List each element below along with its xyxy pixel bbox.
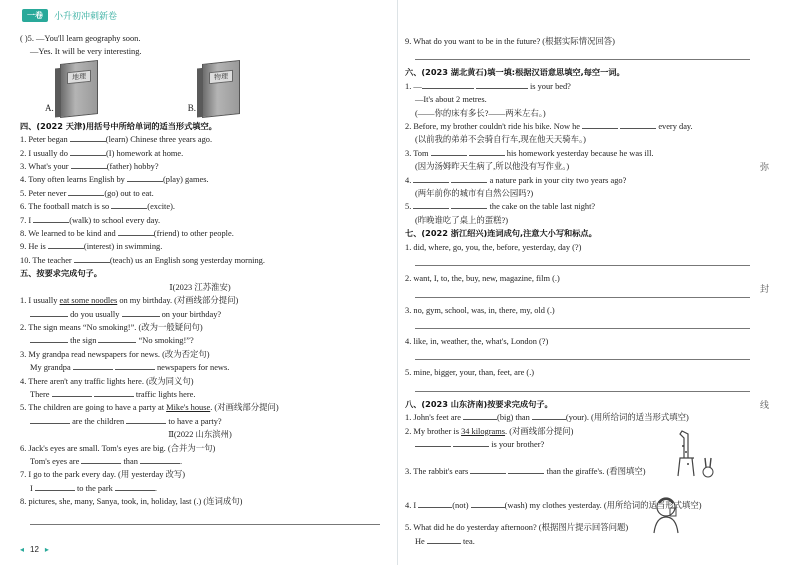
blank[interactable] (470, 465, 506, 474)
blank[interactable] (532, 411, 566, 420)
t4-question: 4. There aren't any traffic lights here. (改为同义句) (20, 376, 194, 386)
section-4-title: 四、(2022 天津)用括号中所给单词的适当形式填空。 (20, 120, 217, 131)
blank[interactable] (94, 388, 134, 397)
t2-question: 2. The sign means “No smoking!”. (改为一般疑问句) (20, 322, 203, 332)
blank[interactable] (127, 173, 163, 182)
blank[interactable] (111, 200, 147, 209)
t4-answer: There traffic lights here. (30, 389, 196, 399)
blank[interactable] (413, 200, 449, 209)
t6-question: 6. Jack's eyes are small. Tom's eyes are big. (合并为一句) (20, 443, 216, 453)
fill-item: 1. Peter began (learn) Chinese three years ago. (20, 135, 213, 145)
word-order-item: 2. want, I, to, the, buy, new, magazine, film (.) (405, 274, 560, 284)
t8-question: 8. pictures, she, many, Sanya, took, in, holiday, last (.) (连词成句) (20, 497, 243, 507)
prev-page-icon[interactable]: ◂ (20, 545, 25, 554)
r4-translation: (两年前你的城市有自然公园吗?) (415, 189, 534, 199)
e2-question: 2. My brother is 34 kilograms. (对画线部分提问) (405, 426, 574, 436)
blank[interactable] (115, 482, 155, 491)
fill-item: 3. What's your (father) hobby? (20, 162, 159, 172)
answer-line[interactable] (415, 288, 750, 298)
word-order-item: 4. like, in, weather, the, what's, London (?) (405, 336, 549, 346)
book-options (20, 62, 380, 116)
blank[interactable] (453, 438, 489, 447)
word-order-item: 3. no, gym, school, was, in, there, my, old (.) (405, 305, 555, 315)
t6-answer: Tom's eyes are than . (30, 456, 183, 466)
e5-answer: He tea. (415, 536, 475, 546)
r1-line2: —It's about 2 metres. (415, 95, 487, 105)
q5-line1: ( )5. —You'll learn geography soon. (20, 34, 141, 43)
blank[interactable] (427, 535, 461, 544)
t2-answer: the sign “No smoking!”? (20, 334, 380, 347)
r5-line1: 5. the cake on the table last night? (405, 202, 596, 212)
blank[interactable] (582, 120, 618, 129)
blank[interactable] (140, 455, 180, 464)
header-title: 小升初冲刺新卷 (54, 12, 118, 22)
answer-line[interactable] (415, 256, 750, 266)
answer-line[interactable] (30, 515, 380, 525)
blank[interactable] (81, 455, 121, 464)
margin-char-2: 封 (760, 285, 770, 295)
blank[interactable] (418, 499, 452, 508)
blank[interactable] (115, 361, 155, 370)
blank[interactable] (30, 334, 68, 343)
blank[interactable] (70, 147, 106, 156)
r3-line1: 3. Tom his homework yesterday because he was ill. (405, 148, 654, 158)
blank[interactable] (74, 254, 110, 263)
fill-item: 8. We learned to be kind and (friend) to other people. (20, 229, 234, 239)
blank[interactable] (30, 308, 68, 317)
blank[interactable] (71, 160, 107, 169)
boy-drinking-icon (650, 495, 684, 535)
r4-line1: 4. a nature park in your city two years ago? (405, 175, 627, 185)
r3-translation: (因为汤姆昨天生病了,所以他没有写作业。) (415, 162, 570, 172)
t3-question: 3. My grandpa read newspapers for news. (改为否定句) (20, 349, 210, 359)
giraffe-rabbit-icon (670, 428, 722, 478)
header-tag: 一卷 (22, 9, 48, 22)
option-b[interactable]: B. 物理 (188, 62, 240, 116)
subsection-1: Ⅰ(2023 江苏淮安) (169, 282, 231, 292)
e5-question: 5. What did he do yesterday afternoon? (根据图片提示回答问题) (405, 523, 629, 533)
blank[interactable] (33, 214, 69, 223)
left-column (20, 32, 380, 531)
header (22, 9, 117, 22)
section-8-title: 八、(2023 山东济南)按要求完成句子。 (405, 398, 553, 409)
blank[interactable] (422, 80, 474, 89)
section-6-title: 六、(2023 湖北黄石)填一填:根据汉语意思填空,每空一词。 (405, 67, 625, 78)
blank[interactable] (122, 308, 160, 317)
blank[interactable] (620, 120, 656, 129)
answer-line[interactable] (415, 382, 750, 392)
blank[interactable] (68, 187, 104, 196)
t7-question: 7. I go to the park every day. (用 yesterday 改写) (20, 470, 186, 480)
e1: 1. John's feet are (big) than (your). (用所给词的适当形式填空) (405, 413, 689, 423)
physics-book-icon: 物理 (202, 60, 240, 118)
column-divider (397, 0, 398, 565)
option-a[interactable]: A. 地理 (45, 62, 98, 116)
fill-item: 6. The football match is so (excite). (20, 202, 175, 212)
page-number: ◂ 12 ▸ (20, 545, 49, 554)
q5-line2: —Yes. It will be very interesting. (30, 47, 142, 57)
r2-translation: (以前我的弟弟不会骑自行车,现在他天天骑车。) (415, 135, 586, 145)
e3: 3. The rabbit's ears than the giraffe's. (看图填空) (405, 467, 646, 477)
blank[interactable] (476, 80, 528, 89)
blank[interactable] (508, 465, 544, 474)
fill-item: 2. I usually do (I) homework at home. (20, 148, 184, 158)
margin-char-3: 线 (760, 401, 770, 411)
next-page-icon[interactable]: ▸ (44, 545, 49, 554)
r2-line1: 2. Before, my brother couldn't ride his bike. Now he every day. (405, 122, 693, 132)
answer-line[interactable] (415, 50, 750, 60)
e4: 4. I (not) (wash) my clothes yesterday. (用所给词的适当形式填空) (405, 500, 702, 510)
geography-book-icon: 地理 (60, 60, 98, 118)
r5-translation: (昨晚谁吃了桌上的蛋糕?) (415, 215, 509, 225)
fill-list (20, 133, 380, 267)
r1-translation: (——你的床有多长?——两米左右。) (415, 108, 546, 118)
blank[interactable] (415, 438, 451, 447)
fill-item: 9. He is (interest) in swimming. (20, 242, 163, 252)
blank[interactable] (451, 174, 487, 183)
t3-answer: My grandpa newspapers for news. (30, 363, 230, 373)
section-7-title: 七、(2022 浙江绍兴)连词成句,注意大小写和标点。 (405, 228, 597, 239)
blank[interactable] (413, 174, 449, 183)
word-order-item: 1. did, where, go, you, the, before, yesterday, day (?) (405, 242, 582, 252)
section-5-title: 五、按要求完成句子。 (20, 268, 102, 279)
answer-line[interactable] (415, 319, 750, 329)
blank[interactable] (98, 334, 136, 343)
e2-answer: is your brother? (405, 438, 750, 451)
fill-item: 4. Tony often learns English by (play) games. (20, 175, 209, 185)
blank[interactable] (70, 133, 106, 142)
blank[interactable] (48, 240, 84, 249)
blank[interactable] (431, 147, 467, 156)
blank[interactable] (463, 411, 497, 420)
blank[interactable] (73, 361, 113, 370)
t5-question: 5. The children are going to have a party at Mike's house. (对画线部分提问) (20, 403, 279, 413)
t1-question: 1. I usually eat some noodles on my birthday. (对画线部分提问) (20, 296, 239, 306)
blank[interactable] (118, 227, 154, 236)
word-order-list (405, 241, 750, 392)
t7-answer: I to the park . (30, 483, 157, 493)
blank[interactable] (126, 415, 166, 424)
blank[interactable] (30, 415, 70, 424)
answer-line[interactable] (415, 350, 750, 360)
fill-item: 7. I (walk) to school every day. (20, 215, 161, 225)
blank[interactable] (471, 499, 505, 508)
blank[interactable] (469, 147, 505, 156)
margin-char-1: 弥 (760, 163, 770, 173)
q9: 9. What do you want to be in the future? (根据实际情况回答) (405, 37, 615, 46)
fill-item: 5. Peter never (go) out to eat. (20, 188, 154, 198)
subsection-2: Ⅱ(2022 山东滨州) (168, 430, 232, 440)
r1-line1: 1. — is your bed? (405, 81, 571, 91)
t5-answer: are the children to have a party? (20, 415, 380, 428)
blank[interactable] (451, 200, 487, 209)
t1-answer: do you usually on your birthday? (20, 308, 380, 321)
blank[interactable] (52, 388, 92, 397)
word-order-item: 5. mine, bigger, your, than, feet, are (.) (405, 368, 535, 378)
fill-item: 10. The teacher (teach) us an English song yesterday morning. (20, 255, 265, 265)
blank[interactable] (35, 482, 75, 491)
